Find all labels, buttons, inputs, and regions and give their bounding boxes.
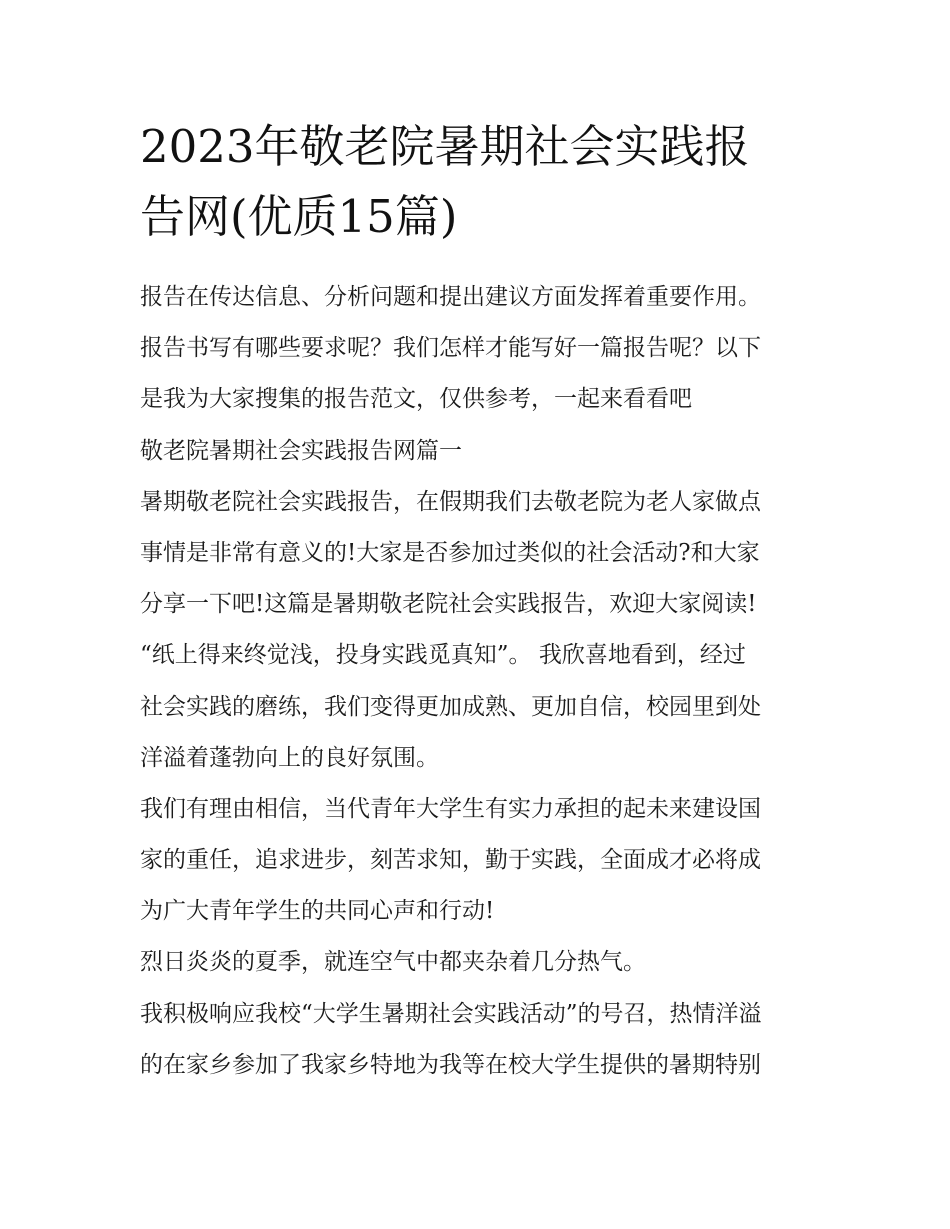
body-line: 事情是非常有意义的!大家是否参加过类似的社会活动?和大家 (140, 539, 760, 566)
body-line: 烈日炎炎的夏季，就连空气中都夹杂着几分热气。 (140, 949, 646, 976)
body-line: 分享一下吧!这篇是暑期敬老院社会实践报告，欢迎大家阅读! (140, 591, 757, 618)
body-line: 报告在传达信息、分析问题和提出建议方面发挥着重要作用。 (140, 284, 761, 310)
body-line: 暑期敬老院社会实践报告，在假期我们去敬老院为老人家做点 (140, 488, 761, 515)
body-line: 我积极响应我校“大学生暑期社会实践活动”的号召，热情洋溢 (140, 1000, 762, 1027)
section-heading: 敬老院暑期社会实践报告网篇一 (140, 437, 462, 464)
title-line-1: 2023年敬老院暑期社会实践报 (140, 120, 750, 173)
body-line: 洋溢着蓬勃向上的良好氛围。 (140, 744, 439, 771)
body-line: 报告书写有哪些要求呢？我们怎样才能写好一篇报告呢？以下 (140, 335, 761, 362)
document-body (140, 272, 820, 1091)
body-line: 的在家乡参加了我家乡特地为我等在校大学生提供的暑期特别 (140, 1051, 761, 1078)
document-title (140, 112, 820, 252)
document-page (140, 112, 820, 1091)
body-line: 为广大青年学生的共同心声和行动! (140, 898, 495, 925)
body-line: 是我为大家搜集的报告范文，仅供参考，一起来看看吧 (140, 386, 692, 413)
body-line: 我们有理由相信，当代青年大学生有实力承担的起未来建设国 (140, 795, 761, 822)
body-line: 社会实践的磨练，我们变得更加成熟、更加自信，校园里到处 (140, 693, 761, 720)
title-line-2: 告网(优质15篇) (140, 190, 458, 243)
body-line: “纸上得来终觉浅，投身实践觅真知”。 我欣喜地看到，经过 (140, 642, 746, 669)
body-line: 家的重任，追求进步，刻苦求知，勤于实践，全面成才必将成 (140, 847, 761, 874)
